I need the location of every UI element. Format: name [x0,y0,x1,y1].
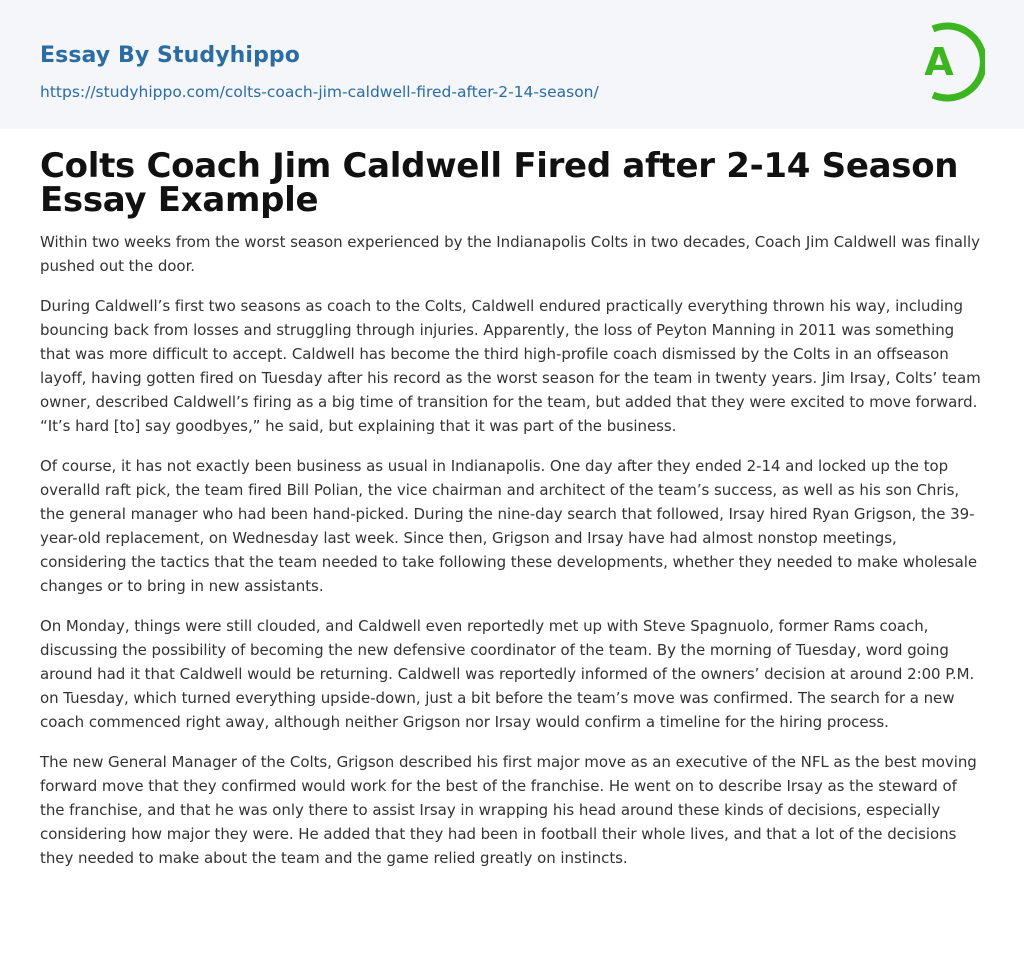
studyhippo-logo-icon[interactable] [913,19,985,105]
logo-letter: A [924,40,954,84]
article-paragraph: On Monday, things were still clouded, and Caldwell even reportedly met up with Steve Spagnuolo, former Rams coach, discussing the possibility of becoming the new defensive coordinator of the team. By the morning of Tuesday, word going around had it that Caldwell would be returning. Caldwell was reportedly informed of the owners’ decision at around 2:00 P.M. on Tuesday, which turned everything upside-down, just a bit before the team’s move was confirmed. The search for a new coach commenced right away, although neither Grigson nor Irsay would confirm a timeline for the hiring process. [40,617,975,731]
article-title: Colts Coach Jim Caldwell Fired after 2-14 Season Essay Example [40,146,959,220]
site-name[interactable]: Essay By Studyhippo [40,43,300,68]
article-paragraph: During Caldwell’s first two seasons as coach to the Colts, Caldwell endured practically everything thrown his way, including bouncing back from losses and struggling through injuries. Apparently, the loss of Peyton Manning in 2011 was something that was more difficult to accept. Caldwell has become the third high-profile coach dismissed by the Colts in an offseason layoff, having gotten fired on Tuesday after his record as the worst season for the team in twenty years. Jim Irsay, Colts’ team owner, described Caldwell’s firing as a big time of transition for the team, but added that they were excited to move forward. “It’s hard [to] say goodbyes,” he said, but explaining that it was part of the business. [40,297,981,435]
article-url-link[interactable]: https://studyhippo.com/colts-coach-jim-caldwell-fired-after-2-14-season/ [40,83,599,101]
article-paragraph: The new General Manager of the Colts, Grigson described his first major move as an executive of the NFL as the best moving forward move that they confirmed would work for the best of the franchise. He went on to describe Irsay as the steward of the franchise, and that he was only there to assist Irsay in wrapping his head around these kinds of decisions, especially considering how major they were. He added that they had been in football their whole lives, and that a lot of the decisions they needed to make about the team and the game relied greatly on instincts. [40,753,977,867]
article [0,146,1024,870]
article-paragraph: Of course, it has not exactly been business as usual in Indianapolis. One day after they ended 2-14 and locked up the top overalld raft pick, the team fired Bill Polian, the vice chairman and architect of the team’s success, as well as his son Chris, the general manager who had been hand-picked. During the nine-day search that followed, Irsay hired Ryan Grigson, the 39-year-old replacement, on Wednesday last week. Since then, Grigson and Irsay have had almost nonstop meetings, considering the tactics that the team needed to take following these developments, whether they needed to make wholesale changes or to bring in new assistants. [40,457,978,595]
article-paragraph: Within two weeks from the worst season experienced by the Indianapolis Colts in two decades, Coach Jim Caldwell was finally pushed out the door. [40,233,980,275]
site-header [0,0,1024,129]
